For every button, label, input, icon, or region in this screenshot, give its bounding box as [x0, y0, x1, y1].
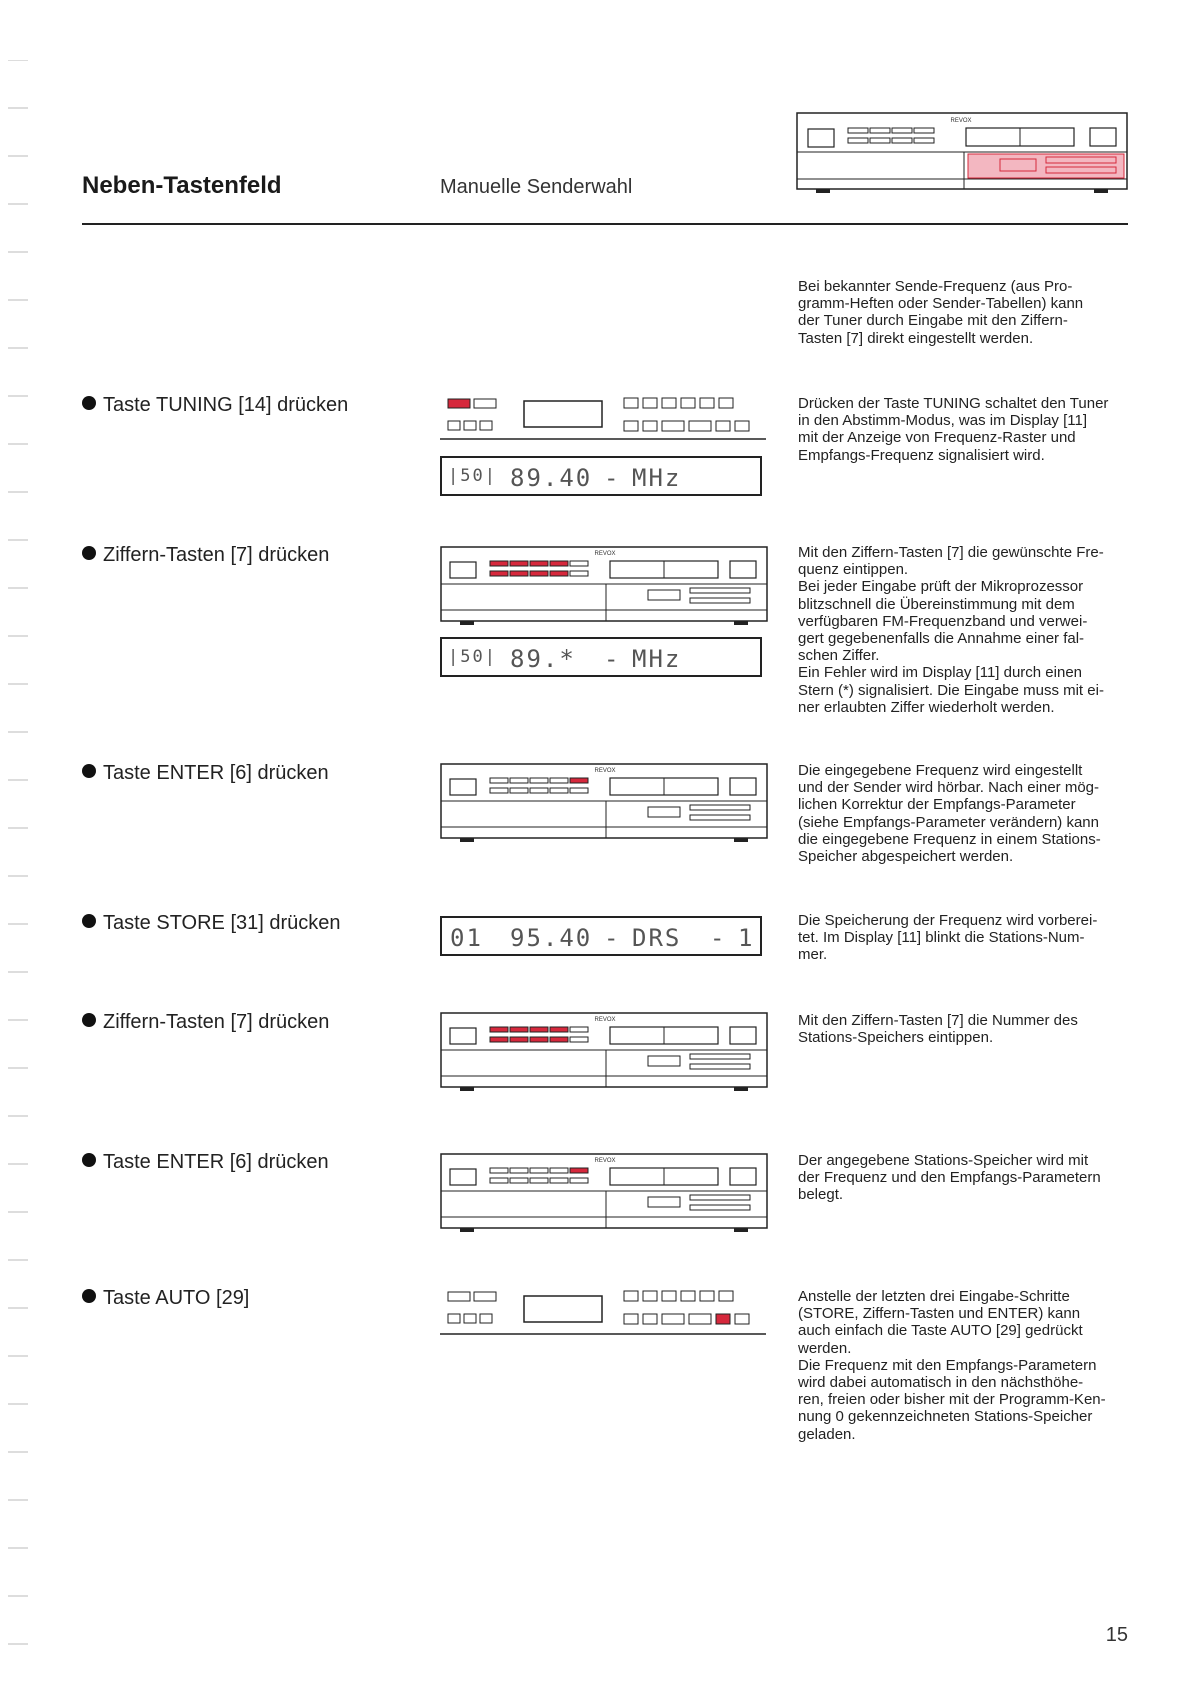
device-illustration-digit-keys-station: [440, 1012, 770, 1092]
step-store: [82, 912, 341, 935]
intro-line: Bei bekannter Sende-Frequenz (aus Pro-: [798, 278, 1073, 295]
text-line: quenz eintippen.: [798, 561, 909, 579]
text-line: mit der Anzeige von Frequenz-Raster und: [798, 429, 1076, 447]
text-line: mer.: [798, 946, 828, 964]
display-frequency: 89.*: [510, 645, 576, 673]
display-program-id: 1: [738, 924, 755, 952]
station-display-store: [440, 916, 762, 956]
brand-logo: REVOX: [594, 768, 616, 774]
display-separator: -: [604, 924, 621, 952]
device-illustration-enter: [440, 763, 770, 843]
text-line: ner erlaubten Ziffer wiederholt werden.: [798, 698, 1055, 716]
brand-logo: REVOX: [950, 118, 972, 124]
display-station-name: DRS: [632, 924, 682, 952]
page-title: Neben-Tastenfeld: [82, 172, 282, 199]
step-label: Ziffern-Tasten [7] drücken: [103, 544, 330, 566]
keypad-illustration-tuning: [440, 393, 770, 441]
display-raster: |50|: [448, 466, 497, 486]
device-front-panel-illustration: [796, 112, 1128, 196]
bullet-icon: [82, 1289, 96, 1303]
display-frequency: 95.40: [510, 924, 593, 952]
step-digit-keys-station-description: [798, 1012, 1128, 1046]
intro-line: gramm-Heften oder Sender-Tabellen) kann: [798, 295, 1084, 313]
step-enter: [82, 762, 329, 785]
text-line: Die Speicherung der Frequenz wird vorberei-: [798, 912, 1098, 929]
text-line: ren, freien oder bisher mit der Programm-Ken-: [798, 1391, 1106, 1409]
step-digit-keys-description: [798, 544, 1128, 716]
device-illustration-enter-station: [440, 1153, 770, 1233]
step-enter-description: [798, 762, 1128, 865]
text-line: gert gegebenenfalls die Annahme einer fal-: [798, 630, 1085, 648]
bullet-icon: [82, 1013, 96, 1027]
text-line: Bei jeder Eingabe prüft der Mikroprozessor: [798, 578, 1084, 596]
text-line: Mit den Ziffern-Tasten [7] die Nummer des: [798, 1012, 1078, 1029]
text-line: nung 0 gekennzeichneten Stations-Speicher: [798, 1408, 1093, 1426]
frequency-display-digit-keys: [440, 637, 762, 677]
bullet-icon: [82, 914, 96, 928]
bullet-icon: [82, 764, 96, 778]
intro-line: Tasten [7] direkt eingestellt werden.: [798, 329, 1034, 347]
text-line: tet. Im Display [11] blinkt die Stations-Num-: [798, 929, 1085, 947]
step-auto-description: [798, 1288, 1128, 1443]
brand-logo: REVOX: [594, 1017, 616, 1023]
text-line: schen Ziffer.: [798, 647, 880, 665]
step-label: Taste TUNING [14] drücken: [103, 394, 349, 416]
text-line: lichen Korrektur der Empfangs-Parameter: [798, 796, 1076, 814]
display-separator: -: [710, 924, 727, 952]
text-line: in den Abstimm-Modus, was im Display [11]: [798, 412, 1087, 430]
display-station-number: 01: [450, 924, 483, 952]
bullet-icon: [82, 1153, 96, 1167]
step-tuning-description: [798, 395, 1128, 464]
step-auto: [82, 1287, 249, 1310]
text-line: Speicher abgespeichert werden.: [798, 848, 1014, 866]
text-line: Der angegebene Stations-Speicher wird mit: [798, 1152, 1089, 1169]
text-line: und der Sender wird hörbar. Nach einer mög-: [798, 779, 1099, 797]
step-digit-keys-station: [82, 1011, 329, 1034]
text-line: die eingegebene Frequenz in einem Stations-: [798, 830, 1101, 848]
brand-logo: REVOX: [594, 551, 616, 557]
brand-logo: REVOX: [594, 1158, 616, 1164]
display-separator: -: [604, 464, 621, 492]
step-tuning: [82, 394, 348, 417]
display-raster: |50|: [448, 647, 497, 667]
step-digit-keys: [82, 544, 329, 567]
intro-paragraph: [798, 278, 1128, 347]
step-store-description: [798, 912, 1128, 964]
text-line: Stern (*) signalisiert. Die Eingabe muss mit ei-: [798, 681, 1104, 699]
text-line: verfügbaren FM-Frequenzband und verwei-: [798, 612, 1088, 630]
text-line: auch einfach die Taste AUTO [29] gedrückt: [798, 1322, 1083, 1340]
frequency-display-tuning: [440, 456, 762, 496]
display-frequency: 89.40: [510, 464, 593, 492]
step-label: Taste ENTER [6] drücken: [103, 762, 329, 784]
text-line: Empfangs-Frequenz signalisiert wird.: [798, 446, 1045, 464]
device-illustration-digit-keys: [440, 546, 770, 626]
text-line: werden.: [798, 1339, 852, 1357]
text-line: wird dabei automatisch in den nächsthöhe-: [798, 1374, 1084, 1392]
page-number: 15: [1105, 1624, 1128, 1646]
text-line: blitzschnell die Übereinstimmung mit dem: [798, 595, 1075, 613]
header-rule: [82, 223, 1128, 225]
text-line: der Frequenz und den Empfangs-Parametern: [798, 1169, 1101, 1187]
page-subtitle: Manuelle Senderwahl: [440, 176, 633, 198]
text-line: Drücken der Taste TUNING schaltet den Tuner: [798, 395, 1109, 412]
display-unit: MHz: [632, 464, 682, 492]
bullet-icon: [82, 396, 96, 410]
text-line: Mit den Ziffern-Tasten [7] die gewünschte Fre-: [798, 544, 1104, 561]
text-line: Ein Fehler wird im Display [11] durch einen: [798, 664, 1083, 682]
step-enter-station: [82, 1151, 329, 1174]
text-line: Anstelle der letzten drei Eingabe-Schritte: [798, 1288, 1070, 1305]
step-label: Ziffern-Tasten [7] drücken: [103, 1011, 330, 1033]
bullet-icon: [82, 546, 96, 560]
step-label: Taste ENTER [6] drücken: [103, 1151, 329, 1173]
text-line: Die Frequenz mit den Empfangs-Parametern: [798, 1356, 1097, 1374]
step-label: Taste AUTO [29]: [103, 1287, 250, 1309]
text-line: (STORE, Ziffern-Tasten und ENTER) kann: [798, 1305, 1081, 1323]
text-line: Die eingegebene Frequenz wird eingestellt: [798, 762, 1083, 779]
margin-tick-marks: [8, 60, 30, 1660]
text-line: Stations-Speichers eintippen.: [798, 1029, 994, 1047]
step-label: Taste STORE [31] drücken: [103, 912, 341, 934]
display-separator: -: [604, 645, 621, 673]
text-line: (siehe Empfangs-Parameter verändern) kann: [798, 813, 1099, 831]
text-line: geladen.: [798, 1425, 856, 1443]
text-line: belegt.: [798, 1186, 844, 1204]
display-unit: MHz: [632, 645, 682, 673]
keypad-illustration-auto: [440, 1284, 770, 1336]
intro-line: der Tuner durch Eingabe mit den Ziffern-: [798, 312, 1068, 330]
step-enter-station-description: [798, 1152, 1128, 1204]
